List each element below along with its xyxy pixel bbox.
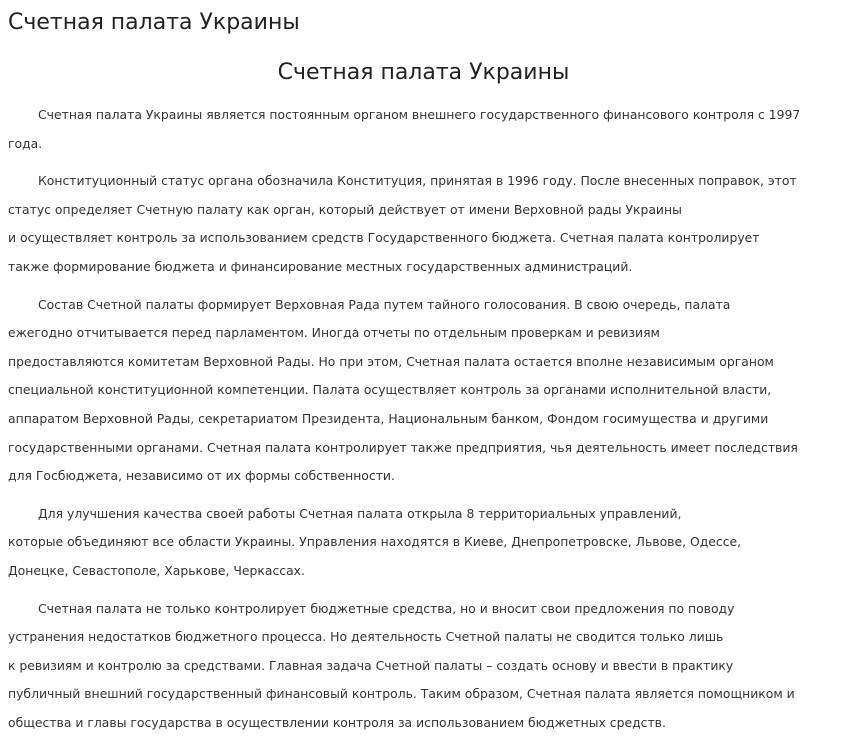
paragraph-line: Конституционный статус органа обозначила Конституция, принятая в 1996 году. После внесенных поправок, этот	[38, 173, 797, 189]
paragraph-line: которые объединяют все области Украины. Управления находятся в Киеве, Днепропетровске, Львове, Одессе,	[8, 534, 742, 550]
paragraph	[8, 595, 839, 738]
paragraph-line: ежегодно отчитывается перед парламентом. Иногда отчеты по отдельным проверкам и ревизиям	[8, 325, 660, 341]
paragraph-line: специальной конституционной компетенции. Палата осуществляет контроль за органами исполнительной власти,	[8, 382, 772, 398]
paragraph-line: статус определяет Счетную палату как орган, который действует от имени Верховной рады Украины	[8, 201, 682, 217]
paragraph-line: Счетная палата Украины является постоянным органом внешнего государственного финансового контроля с 1997	[38, 107, 801, 122]
paragraph-line: к ревизиям и контролю за средствами. Главная задача Счетной палаты – создать основу и ввести в практику	[8, 657, 734, 673]
paragraph-line: года.	[8, 135, 43, 151]
paragraph	[8, 167, 839, 281]
paragraph-line: и осуществляет контроль за использованием средств Государственного бюджета. Счетная палата контролирует	[8, 230, 760, 246]
paragraph-line: публичный внешний государственный финансовый контроль. Таким образом, Счетная палата является помощником и	[8, 686, 795, 702]
paragraph-line: общества и главы государства в осуществлении контроля за использованием бюджетных средств.	[8, 714, 666, 730]
paragraph	[8, 500, 839, 586]
page-title: Счетная палата Украины	[8, 10, 300, 35]
paragraph-line: аппаратом Верховной Рады, секретариатом Президента, Национальным банком, Фондом госимущества и другими	[8, 410, 769, 426]
paragraph-line: предоставляются комитетам Верховной Рады. Но при этом, Счетная палата остается вполне независимым органом	[8, 353, 774, 369]
paragraph	[8, 101, 839, 158]
paragraph-line: устранения недостатков бюджетного процесса. Но деятельность Счетной палаты не сводится только лишь	[8, 629, 724, 645]
paragraph	[8, 291, 839, 491]
paragraph-line: Состав Счетной палаты формирует Верховная Рада путем тайного голосования. В свою очередь, палата	[38, 296, 731, 312]
paragraph-line: для Госбюджета, независимо от их формы собственности.	[8, 468, 395, 484]
paragraph-line: государственными органами. Счетная палата контролирует также предприятия, чья деятельность имеет последствия	[8, 439, 798, 455]
paragraph-line: Счетная палата не только контролирует бюджетные средства, но и вносит свои предложения по поводу	[38, 600, 735, 616]
paragraph-line: Донецке, Севастополе, Харькове, Черкассах.	[8, 562, 305, 578]
paragraph-line: Для улучшения качества своей работы Счетная палата открыла 8 территориальных управлений,	[38, 505, 682, 521]
article-heading: Счетная палата Украины	[277, 60, 570, 85]
paragraph-line: также формирование бюджета и финансирование местных государственных администраций.	[8, 258, 633, 274]
article-body	[8, 101, 839, 737]
